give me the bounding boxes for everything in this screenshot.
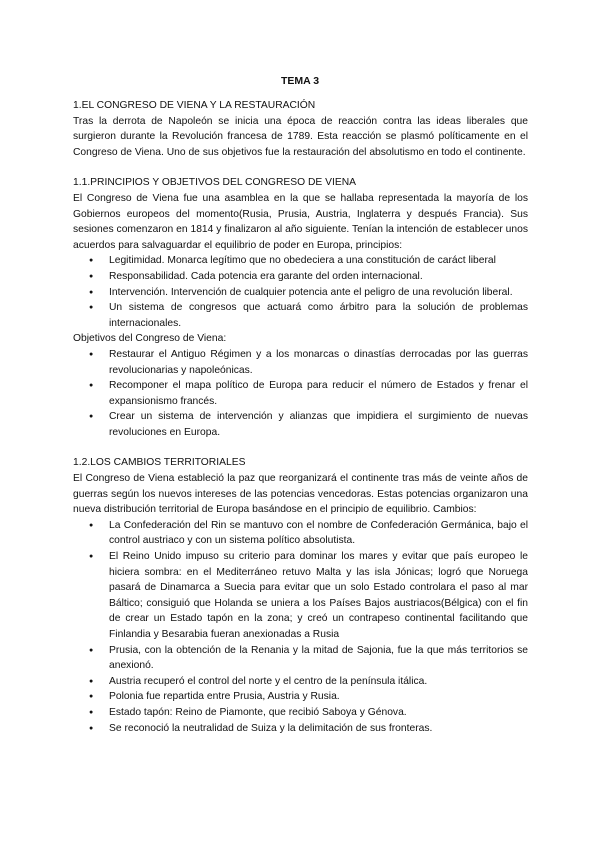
list-item: ● Prusia, con la obtención de la Renania y la mitad de Sajonia, fue la que más territorios se anexionó. — [73, 643, 528, 674]
list-item: ● Austria recuperó el control del norte y el centro de la península itálica. — [73, 674, 528, 690]
spacer — [73, 160, 528, 175]
list-item: ● Recomponer el mapa político de Europa para reducir el número de Estados y frenar el expansionismo francés. — [73, 378, 528, 409]
list-item: ● El Reino Unido impuso su criterio para dominar los mares y evitar que país europeo le hiciera sombra: en el Mediterráneo retuvo Malta y las isla Jónicas; logró que Noruega pasará de Dinamarca a Suecia para evitar que un solo Estado controlara el paso al mar Báltico; consiguió que Holanda se uniera a los Países Bajos austriacos(Bélgica) con el fin de crear un Estado tapón en la zona; y creó un contrapeso continental facilitando que Finlandia y Besarabia fueran anexionadas a Rusia — [73, 549, 528, 643]
objectives-list — [73, 347, 528, 441]
changes-list — [73, 518, 528, 736]
spacer — [73, 440, 528, 455]
objectives-label: Objetivos del Congreso de Viena: — [73, 333, 227, 345]
list-item: ● Intervención. Intervención de cualquier potencia ante el peligro de una revolución liberal. — [73, 285, 528, 301]
section-heading: 1.2.LOS CAMBIOS TERRITORIALES — [73, 457, 246, 469]
paragraph: Tras la derrota de Napoleón se inicia una época de reacción contra las ideas liberales que surgieron durante la Revolución francesa de 1789. Esta reacción se plasmó políticamente en el Congreso de Viena. Uno de sus objetivos fue la restauración del absolutismo en todo el continente. — [73, 115, 528, 158]
list-item: ● Estado tapón: Reino de Piamonte, que recibió Saboya y Génova. — [73, 705, 528, 721]
document-title: TEMA 3 — [280, 75, 320, 87]
list-item: ● Crear un sistema de intervención y alianzas que impidiera el surgimiento de nuevas revoluciones en Europa. — [73, 409, 528, 440]
list-item: ● Responsabilidad. Cada potencia era garante del orden internacional. — [73, 269, 528, 285]
section-heading: 1.1.PRINCIPIOS Y OBJETIVOS DEL CONGRESO DE VIENA — [73, 177, 357, 189]
list-item: ● Legitimidad. Monarca legítimo que no obedeciera a una constitución de caráct liberal — [73, 253, 528, 269]
list-item: ● Restaurar el Antiguo Régimen y a los monarcas o dinastías derrocadas por las guerras revolucionarias y napoleónicas. — [73, 347, 528, 378]
list-item: ● Se reconoció la neutralidad de Suiza y la delimitación de sus fronteras. — [73, 721, 528, 737]
paragraph: El Congreso de Viena fue una asamblea en la que se hallaba representada la mayoría de los Gobiernos europeos del momento(Rusia, Prusia, Austria, Inglaterra y después Francia). Sus sesiones comenzaron en 1814 y finalizaron al año siguiente. Tenían la intención de establecer unos acuerdos para salvaguardar el equilibrio de poder en Europa, principios: — [73, 192, 528, 251]
list-item: ● Polonia fue repartida entre Prusia, Austria y Rusia. — [73, 689, 528, 705]
list-item: ● La Confederación del Rin se mantuvo con el nombre de Confederación Germánica, bajo el control austriaco y con un sistema político absolutista. — [73, 518, 528, 549]
section-heading: 1.EL CONGRESO DE VIENA Y LA RESTAURACIÓN — [73, 100, 316, 111]
document-body — [73, 98, 528, 736]
paragraph: El Congreso de Viena estableció la paz que reorganizará el continente tras más de veinte años de guerras según los nuevos intereses de las potencias vencedoras. Estas potencias organizaron una nueva distribución territorial de Europa basándose en el principio de equilibrio. Cambios: — [73, 473, 528, 516]
principles-list — [73, 253, 528, 331]
list-item: ● Un sistema de congresos que actuará como árbitro para la solución de problemas internacionales. — [73, 300, 528, 331]
